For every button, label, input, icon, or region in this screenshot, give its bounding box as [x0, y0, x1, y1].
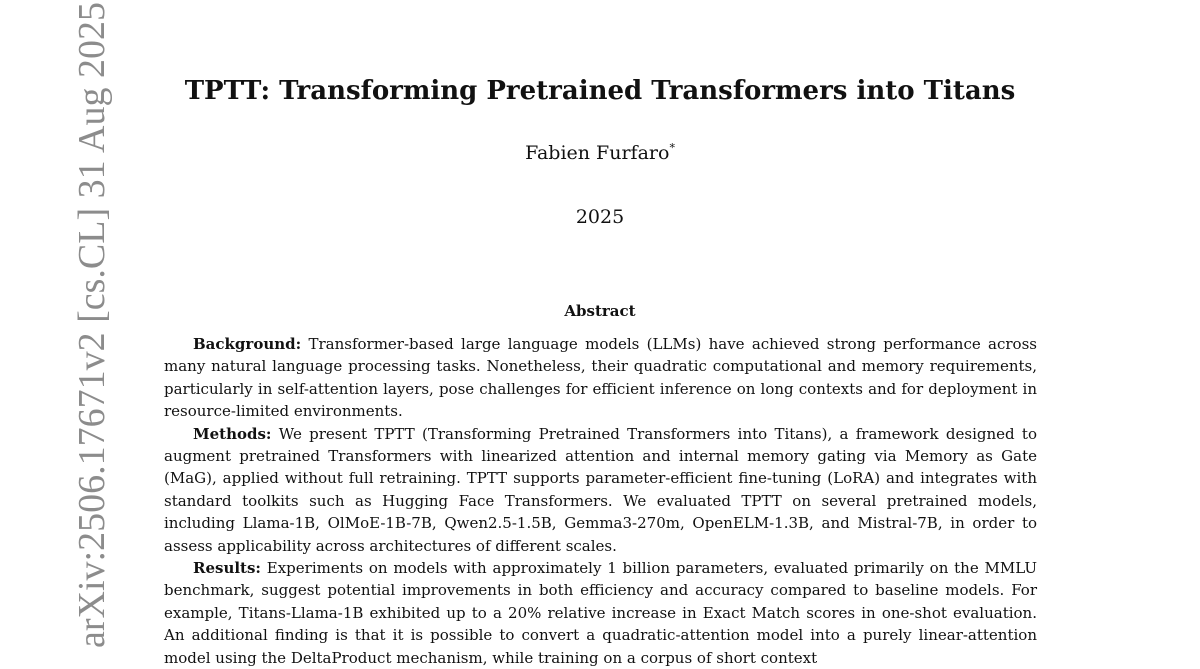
- author-line: [0, 142, 1200, 164]
- paragraph-lead: Results:: [193, 559, 261, 578]
- arxiv-side-stamp: [22, 2, 113, 648]
- paragraph-lead: Background:: [193, 335, 302, 353]
- paragraph-text: Transformer-based large language models (LLMs) have achieved strong performance across many natural language processing tasks. Nonetheless, their quadratic computational and memory requirements, particularly in self-attention layers, pose challenges for efficient inference on long contexts and for deployment in resource-limited environments.: [164, 335, 1037, 421]
- abstract-heading: Abstract: [564, 302, 636, 320]
- paragraph-lead: Methods:: [193, 424, 272, 443]
- paragraph-text: Experiments on models with approximately 1 billion parameters, evaluated primarily on the MMLU benchmark, suggest potential improvements in both efficiency and accuracy compared to baseline models. For example, Titans-Llama-1B exhibited up to a 20% relative increase in Exact Match scores in one-shot evaluation. An additional finding is that it is possible to convert a quadratic-attention model into a purely linear-attention model using the DeltaProduct mechanism, while training on a corpus of short context: [164, 559, 1037, 667]
- publication-year: 2025: [575, 206, 625, 228]
- abstract-paragraph-results: [164, 557, 1037, 669]
- paper-title: TPTT: Transforming Pretrained Transformers into Titans: [184, 76, 1016, 106]
- arxiv-identifier: arXiv:2506.17671v2 [cs.CL] 31 Aug 2025: [71, 2, 113, 648]
- abstract-body: [164, 333, 1037, 669]
- author-footnote-mark: *: [669, 141, 675, 155]
- paragraph-text: We present TPTT (Transforming Pretrained Transformers into Titans), a framework designed to augment pretrained Transformers with linearized attention and internal memory gating via Memory as Gate (MaG), applied without full retraining. TPTT supports parameter-efficient fine-tuning (LoRA) and integrates with standard toolkits such as Hugging Face Transformers. We evaluated TPTT on several pretrained models, including Llama-1B, OlMoE-1B-7B, Qwen2.5-1.5B, Gemma3-270m, OpenELM-1.3B, and Mistral-7B, in order to assess applicability across architectures of different scales.: [164, 424, 1037, 555]
- abstract-paragraph-methods: [164, 423, 1037, 557]
- author-name: Fabien Furfaro: [525, 142, 670, 164]
- abstract-paragraph-background: [164, 333, 1037, 423]
